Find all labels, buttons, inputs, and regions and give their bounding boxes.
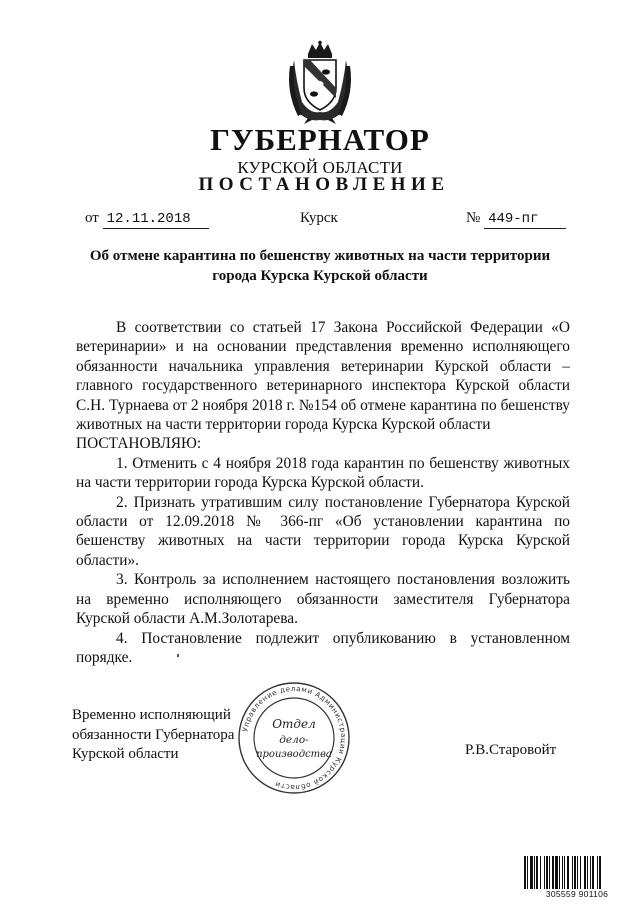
svg-text:Отдел: Отдел <box>272 717 316 731</box>
signer-title <box>72 706 234 765</box>
city-name: Курск <box>300 210 338 226</box>
item-1: 1. Отменить с 4 ноября 2018 года карантин по бешенству животных на части территории города Курска Курской области. <box>76 454 570 492</box>
signer-line-2: обязанности Губернатора <box>72 726 235 743</box>
from-label: от <box>85 210 99 226</box>
document-body <box>76 318 570 667</box>
date-block <box>85 210 209 229</box>
item-4: 4. Постановление подлежит опубликованию в установленном порядке. <box>76 629 570 666</box>
number-label: № <box>466 210 481 226</box>
barcode-digits: 305559 901106 <box>522 889 632 899</box>
barcode <box>522 855 632 899</box>
number-block <box>466 210 566 229</box>
signer-line-3: Курской области <box>72 746 179 762</box>
governor-title: ГУБЕРНАТОР <box>210 122 430 157</box>
document-date: 12.11.2018 <box>103 211 209 229</box>
signer-line-1: Временно исполняющий <box>72 707 231 723</box>
document-subject: Об отмене карантина по бешенству животных на части территории города Курска Курской области <box>89 248 551 284</box>
scan-speck <box>177 654 179 657</box>
item-3: 3. Контроль за исполнением настоящего постановления возложить на временно исполняющего обязанности заместителя Губернатора Курской области А.М.Золотарева. <box>76 571 570 628</box>
coat-of-arms-emblem <box>286 40 354 124</box>
svg-text:дело-: дело- <box>279 734 309 746</box>
svg-text:производства: производства <box>256 749 332 760</box>
decree-word: ПОСТАНОВЛЯЮ: <box>76 435 202 453</box>
preamble-paragraph: В соответствии со статьей 17 Закона Российской Федерации «О ветеринарии» и на основании представления временно исполняющего обязанности начальника управления ветеринарии Курской области – главного государственного ветеринарного инспектора Курской области С.Н. Турнаева от 2 ноября 2018 г. №154 об отмене карантина по бешенству животных на части территории города Курска Курской области <box>76 319 570 434</box>
item-2: 2. Признать утратившим силу постановление Губернатора Курской области от 12.09.2018 № 366-пг «Об установлении карантина по бешенству животных на части территории города Курска Курской области». <box>76 493 570 569</box>
svg-text:Управление делами Администраци: Управление делами Администрации Курской области <box>240 683 349 793</box>
document-type: ПОСТАНОВЛЕНИЕ <box>198 174 450 195</box>
document-meta-row <box>0 210 640 232</box>
signer-name: Р.В.Старовойт <box>465 742 557 758</box>
region-name: КУРСКОЙ ОБЛАСТИ <box>237 158 403 177</box>
document-number: 449-пг <box>484 211 566 229</box>
office-stamp <box>236 680 352 796</box>
